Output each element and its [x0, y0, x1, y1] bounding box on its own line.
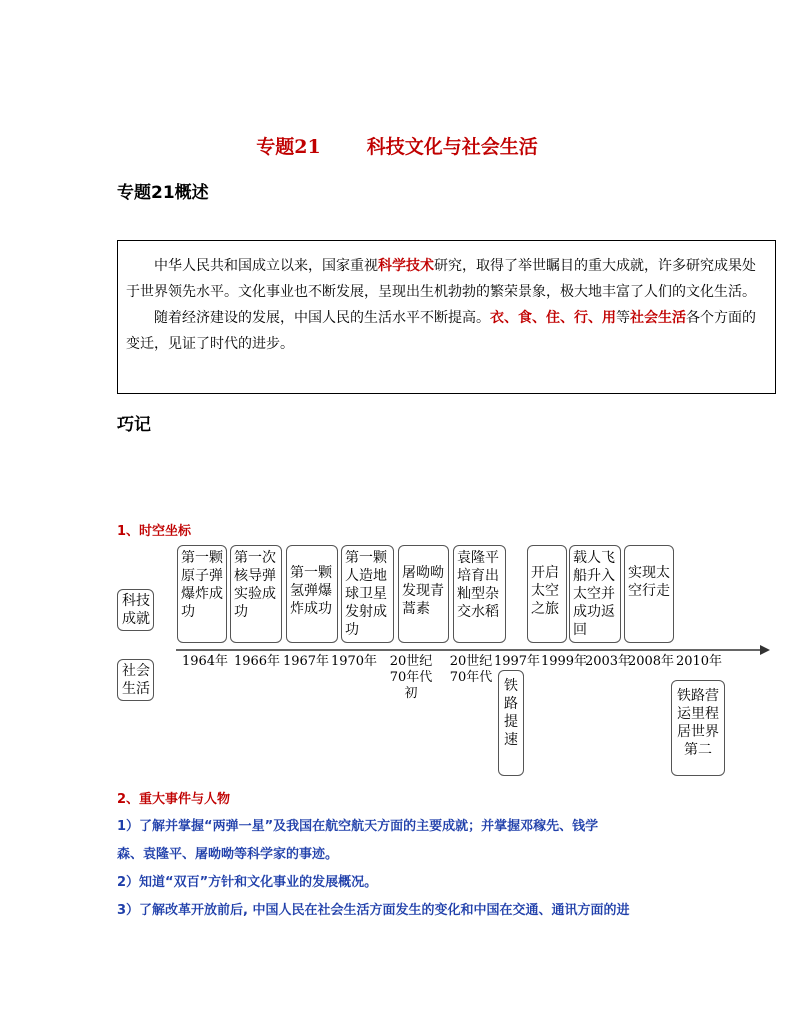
- year-label: 1970年: [330, 654, 378, 669]
- tips-heading: 巧记: [117, 415, 151, 435]
- year-label: 1967年: [282, 654, 330, 669]
- key-point-line: 森、袁隆平、屠呦呦等科学家的事迹。: [117, 847, 339, 862]
- overview-heading: 专题21概述: [117, 183, 209, 203]
- year-label: 1964年: [181, 654, 229, 669]
- key-point-line: 1）了解并掌握“两弹一星”及我国在航空航天方面的主要成就；并掌握邓稼先、钱学: [117, 819, 599, 834]
- tech-event-1966: 第一次核导弹实验成功: [230, 545, 282, 643]
- key-point-line: 3）了解改革开放前后, 中国人民在社会生活方面发生的变化和中国在交通、通讯方面的进: [117, 903, 630, 918]
- year-label: 1966年: [233, 654, 281, 669]
- year-label: 20世纪70年代初: [389, 654, 433, 701]
- year-label: 1999年: [540, 654, 588, 669]
- section-1-heading: 1、时空坐标: [117, 524, 192, 539]
- category-social: 社会生活: [117, 659, 154, 701]
- overview-paragraph-1: 中华人民共和国成立以来，国家重视科学技术研究，取得了举世瞩目的重大成就，许多研究成果处于世界领先水平。文化事业也不断发展，呈现出生机勃勃的繁荣景象，极大地丰富了人们的文化生活。: [126, 258, 756, 300]
- tech-event-1964: 第一颗原子弹爆炸成功: [177, 545, 227, 643]
- year-label: 2010年: [675, 654, 723, 669]
- tech-event-1999: 开启太空之旅: [527, 545, 567, 643]
- tech-event-tuyouyou: 屠呦呦发现青蒿素: [398, 545, 449, 643]
- overview-paragraph-2: 随着经济建设的发展，中国人民的生活水平不断提高。衣、食、住、行、用等社会生活各个方面的变迁，见证了时代的进步。: [126, 310, 756, 352]
- tech-event-1970: 第一颗人造地球卫星发射成功: [341, 545, 394, 643]
- tech-event-2008: 实现太空行走: [624, 545, 674, 643]
- tech-event-yuanlongping: 袁隆平培育出籼型杂交水稻: [453, 545, 506, 643]
- key-point-line: 2）知道“双百”方针和文化事业的发展概况。: [117, 875, 378, 890]
- year-label: 20世纪70年代: [449, 654, 493, 685]
- tech-event-1967: 第一颗氢弹爆炸成功: [286, 545, 338, 643]
- year-label: 1997年: [493, 654, 541, 669]
- category-tech: 科技成就: [117, 589, 154, 631]
- year-label: 2003年: [584, 654, 632, 669]
- year-label: 2008年: [627, 654, 675, 669]
- social-event-1997: 铁路提速: [498, 670, 524, 776]
- section-2-heading: 2、重大事件与人物: [117, 792, 231, 807]
- tech-event-2003: 载人飞船升入太空并成功返回: [569, 545, 621, 643]
- page-title: 专题21 科技文化与社会生活: [256, 136, 538, 158]
- social-event-2010: 铁路营运里程居世界第二: [671, 680, 725, 776]
